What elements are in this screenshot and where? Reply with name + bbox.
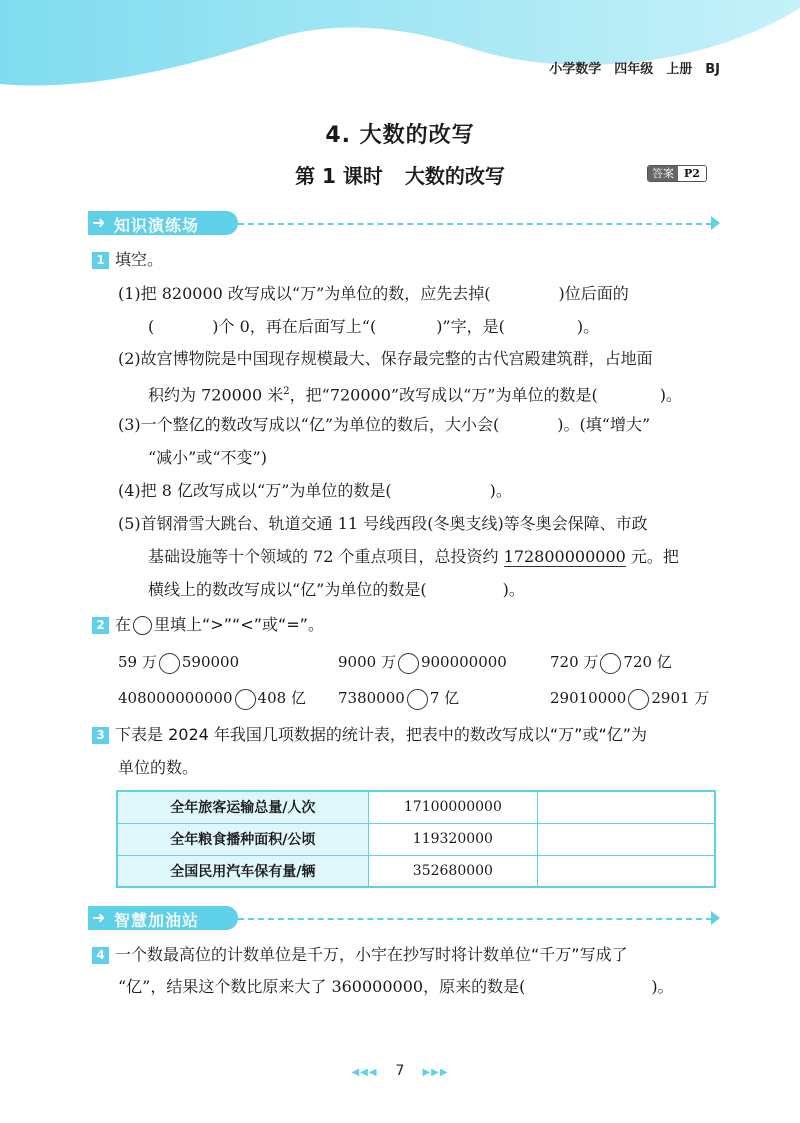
section-label: 智慧加油站 [114,911,200,930]
section-end-arrow-icon [711,216,720,230]
compare-item-5: 7380000 7 亿 [338,687,459,710]
unit-title: 4. 大数的改写 [325,123,475,148]
table-cell-value: 119320000 [368,823,538,855]
section-divider [238,223,712,225]
compare-item-6: 29010000 2901 万 [550,687,709,710]
section-label: 知识演练场 [114,216,200,235]
table-cell-item: 全国民用汽车保有量/辆 [117,855,368,887]
q1-sub3-line2: “减小”或“不变”) [148,448,267,467]
book-info: 小学数学 四年级 上册 BJ [549,62,720,77]
compare-item-2: 9000 万 900000000 [338,651,507,674]
answer-page: P2 [678,166,706,181]
q1-sub4: (4)把 8 亿改写成以“万”为单位的数是( )。 [118,481,512,500]
q1-sub5-line1: (5)首钢滑雪大跳台、轨道交通 11 号线西段(冬奥支线)等冬奥会保障、市政 [118,514,648,533]
q1-sub3-line1: (3)一个整亿的数改写成以“亿”为单位的数后，大小会( )。(填“增大” [118,415,651,434]
answer-circle[interactable] [235,689,256,710]
lesson-number: 第 1 课时 [295,164,383,188]
blank-circle-icon [133,616,152,635]
question-number: 1 [92,252,109,269]
answer-circle[interactable] [407,689,428,710]
left-arrows-icon: ◀◀◀ [351,1067,378,1078]
underlined-number: 172800000000 [503,547,626,566]
answer-circle[interactable] [159,653,180,674]
section-divider [238,918,712,920]
page-number: 7 [395,1063,405,1079]
answer-circle[interactable] [628,689,649,710]
q1-title: 1 填空。 [92,248,163,272]
table-cell-value: 352680000 [368,855,538,887]
compare-item-3: 720 万 720 亿 [550,651,672,674]
table-cell-answer[interactable] [538,823,715,855]
q1-sub2-line1: (2)故宫博物院是中国现存规模最大、保存最完整的古代宫殿建筑群，占地面 [118,349,653,368]
q4-line1: 4 一个数最高位的计数单位是千万，小宇在抄写时将计数单位“千万”写成了 [92,943,628,967]
q2-title: 2 在 里填上“>”“<”或“=”。 [92,613,324,637]
q3-line2: 单位的数。 [118,758,199,777]
table-cell-answer[interactable] [538,855,715,887]
table-row [117,855,715,887]
section-practice [88,211,720,235]
right-arrows-icon: ▶▶▶ [422,1067,449,1078]
lesson-name: 大数的改写 [404,164,505,188]
compare-item-1: 59 万 590000 [118,651,239,674]
q1-sub2-line2: 积约为 720000 米$^2$，把“720000”改写成以“万”为单位的数是( )。 [148,385,682,405]
answer-circle[interactable] [600,653,621,674]
compare-item-4: 408000000000 408 亿 [118,687,306,710]
table-row [117,823,715,855]
table-cell-value: 17100000000 [368,791,538,823]
q1-sub1-line2: ( )个 0，再在后面写上“( )”字，是( )。 [148,317,600,336]
answer-badge [647,165,707,182]
q1-sub5-line3: 横线上的数改写成以“亿”为单位的数是( )。 [148,580,525,599]
table-cell-item: 全年粮食播种面积/公顷 [117,823,368,855]
answer-label: 答案 [648,166,678,181]
section-bonus [88,906,720,930]
section-arrow-icon: ➜ [92,908,106,927]
statistics-table [116,790,716,888]
q1-sub1-line1: (1)把 820000 改写成以“万”为单位的数，应先去掉( )位后面的 [118,284,629,303]
question-number: 4 [92,947,109,964]
table-cell-item: 全年旅客运输总量/人次 [117,791,368,823]
table-cell-answer[interactable] [538,791,715,823]
header-wave-decoration [0,0,800,95]
section-end-arrow-icon [711,911,720,925]
q3-line1: 3 下表是 2024 年我国几项数据的统计表，把表中的数改写成以“万”或“亿”为 [92,723,647,747]
q1-sub5-line2: 基础设施等十个领域的 72 个重点项目，总投资约 172800000000 元。把 [148,547,679,566]
q4-line2: “亿”，结果这个数比原来大了 360000000，原来的数是( )。 [118,977,674,996]
question-number: 2 [92,617,109,634]
section-arrow-icon: ➜ [92,213,106,232]
answer-circle[interactable] [398,653,419,674]
page-footer [0,1063,800,1079]
table-row [117,791,715,823]
question-number: 3 [92,727,109,744]
